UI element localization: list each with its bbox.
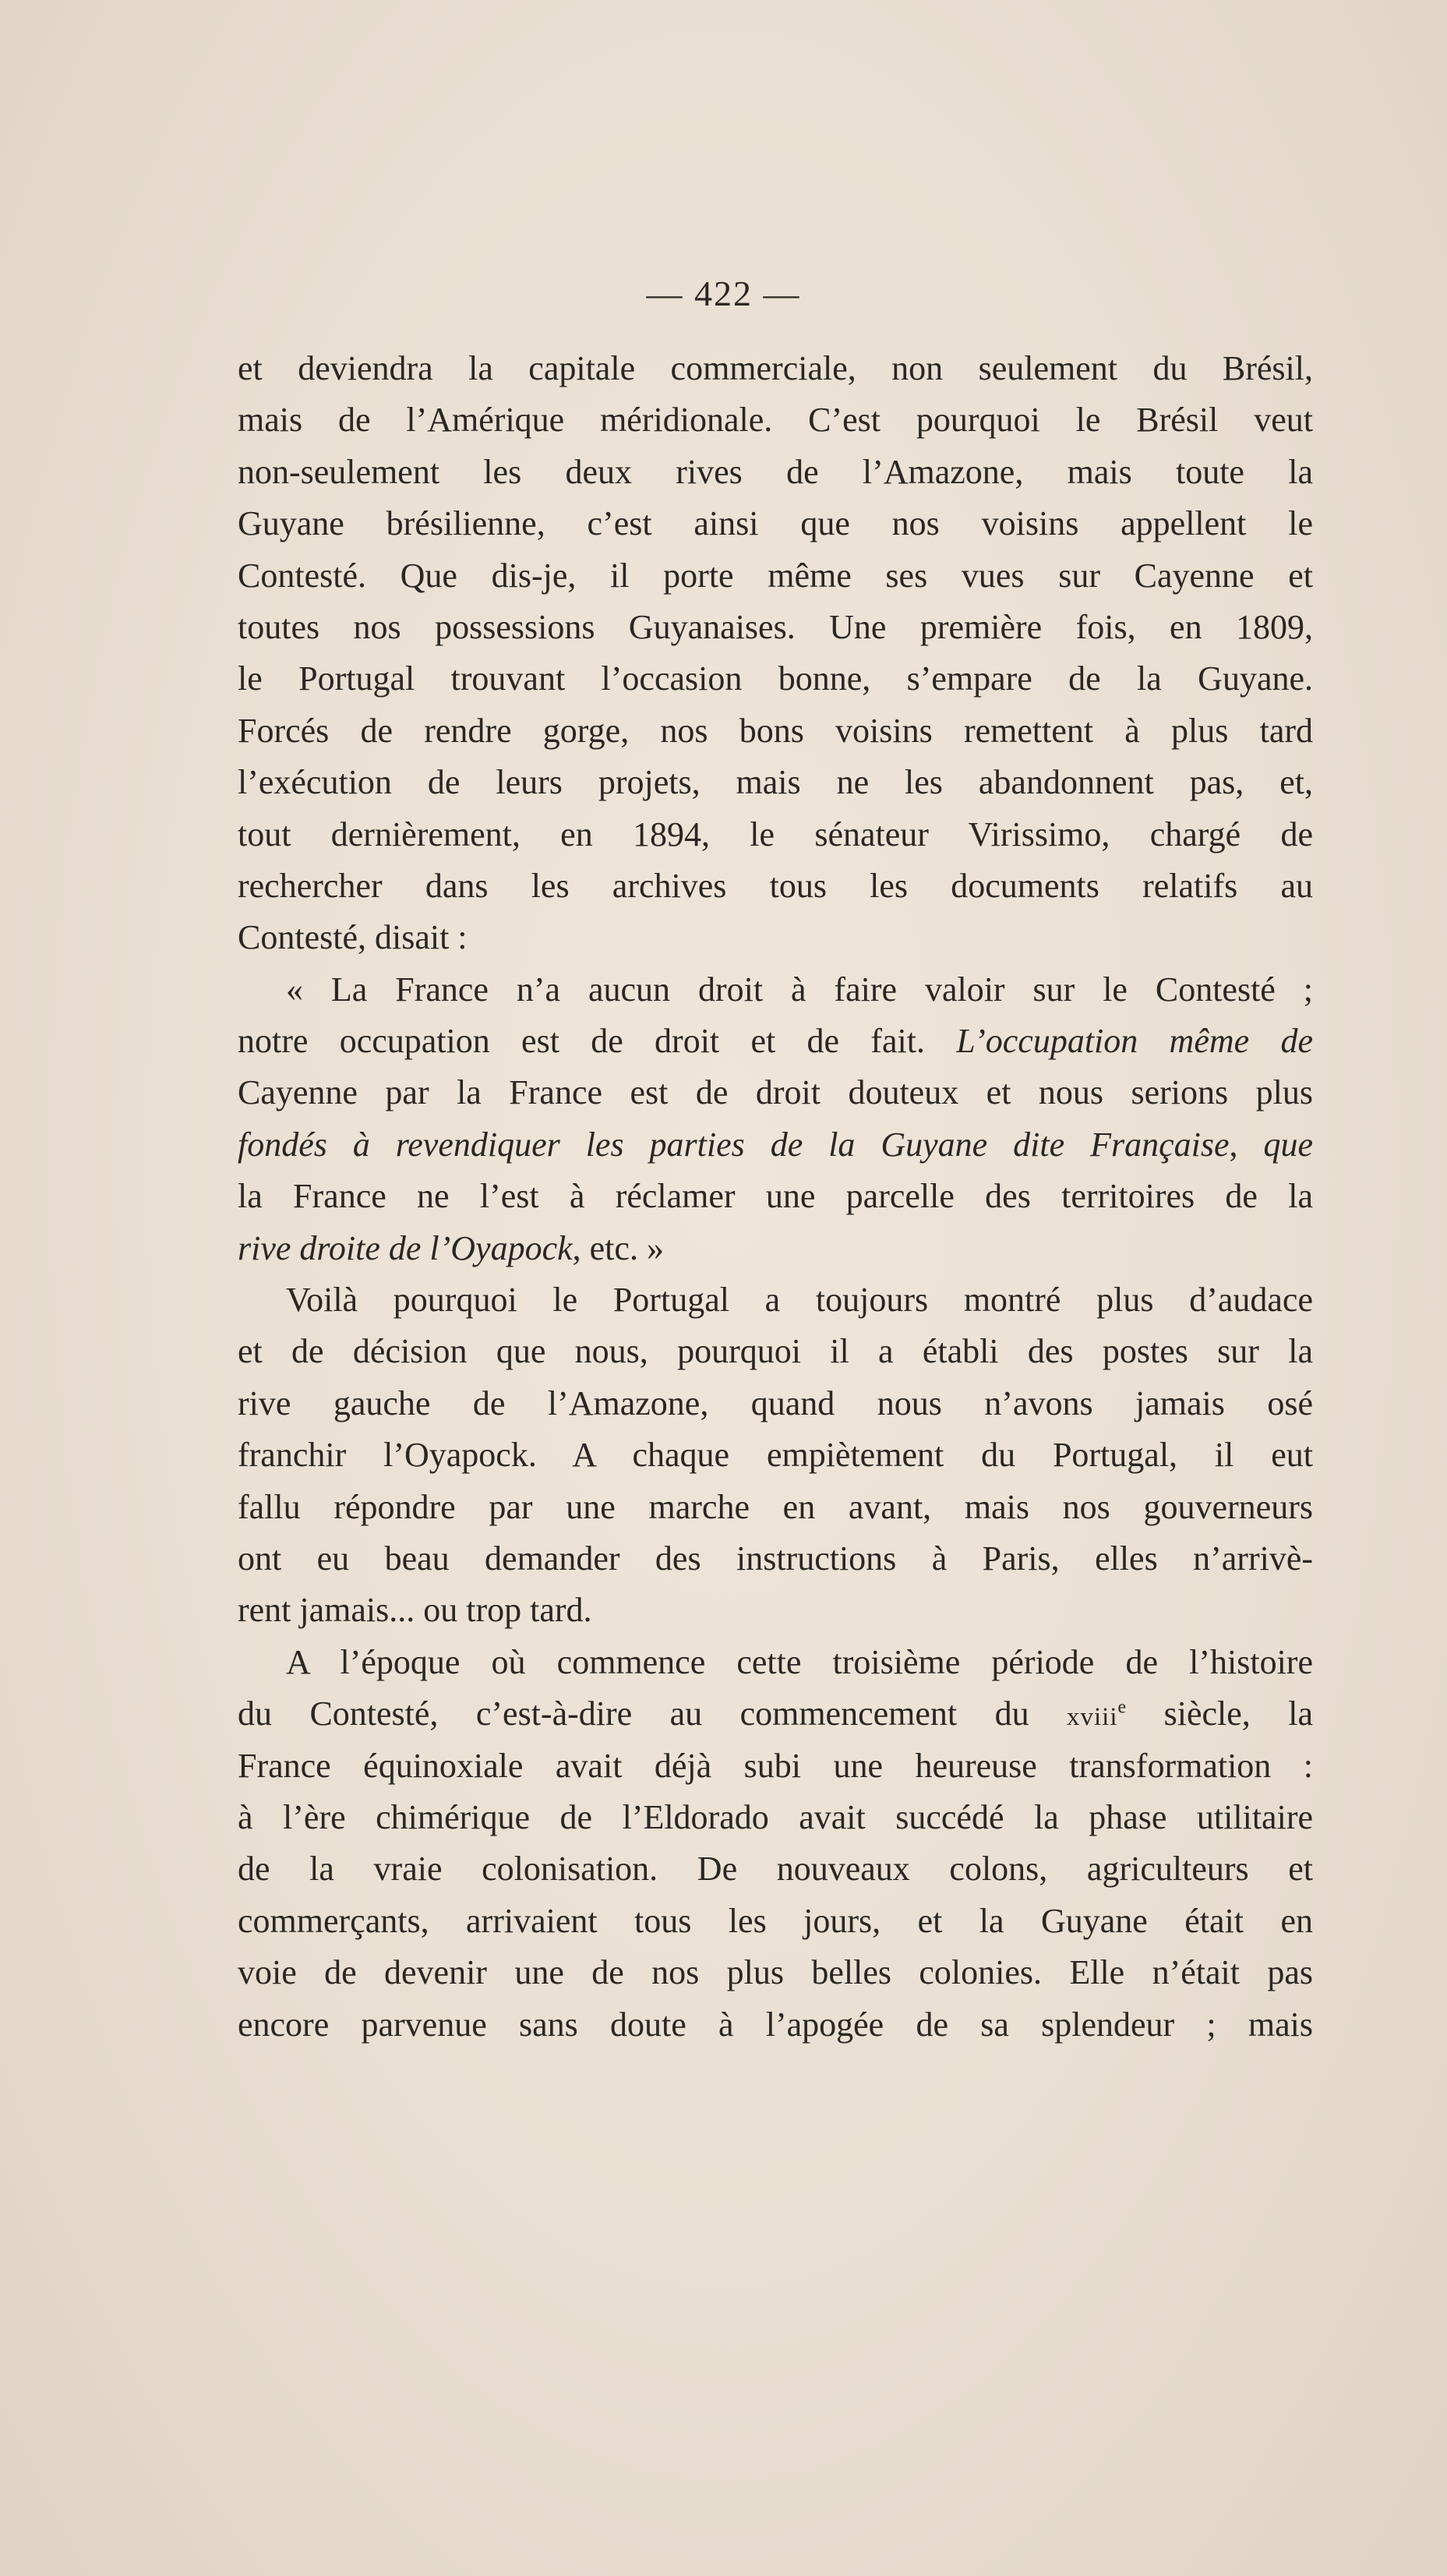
quote-italic-line: Cayenne par la France est de droit douteux et nous serions plus	[238, 1073, 1313, 1112]
text-line: et deviendra la capitale commerciale, non seulement du Brésil,	[238, 349, 1313, 387]
body-text	[238, 343, 1313, 2051]
quote-italic-segment: fondés à revendiquer les parties de la Guyane dite Française	[238, 1125, 1230, 1164]
text-line: commerçants, arrivaient tous les jours, et la Guyane était en	[238, 1901, 1313, 1940]
text-line: Contesté. Que dis-je, il porte même ses vues sur Cayenne et	[238, 556, 1313, 595]
quote-line	[238, 1223, 1313, 1274]
quote-segment: notre occupation est de droit et de fait.	[238, 1022, 957, 1061]
text-line: Contesté, disait :	[238, 918, 468, 957]
text-line: Forcés de rendre gorge, nos bons voisins remettent à plus tard	[238, 711, 1313, 750]
text-line: de la vraie colonisation. De nouveaux colons, agriculteurs et	[238, 1850, 1313, 1889]
quote-italic-line: la France ne l’est à réclamer une parcelle des territoires de la	[238, 1177, 1313, 1216]
quote-italic-segment: L’occupation même de	[956, 1022, 1313, 1061]
text-line: le Portugal trouvant l’occasion bonne, s’empare de la Guyane.	[238, 659, 1313, 698]
quote-italic-segment: que	[1263, 1125, 1314, 1164]
text-line: toutes nos possessions Guyanaises. Une première fois, en 1809,	[238, 607, 1313, 646]
quote-italic-segment: rive droite de l’Oyapock	[238, 1228, 573, 1267]
text-line: non-seulement les deux rives de l’Amazone, mais toute la	[238, 452, 1313, 491]
text-line: franchir l’Oyapock. A chaque empiètement du Portugal, il eut	[238, 1436, 1313, 1475]
quote-line: « La France n’a aucun droit à faire valoir sur le Contesté ;	[286, 970, 1313, 1009]
text-line: à l’ère chimérique de l’Eldorado avait succédé la phase utilitaire	[238, 1797, 1313, 1836]
text-line: fallu répondre par une marche en avant, mais nos gouverneurs	[238, 1487, 1313, 1526]
text-line: Voilà pourquoi le Portugal a toujours montré plus d’audace	[286, 1281, 1313, 1320]
text-line: l’exécution de leurs projets, mais ne les abandonnent pas, et,	[238, 763, 1313, 802]
text-line: France équinoxiale avait déjà subi une heureuse transformation :	[238, 1746, 1313, 1785]
quote-segment: , etc. »	[572, 1228, 664, 1267]
century-numeral: xviii	[1067, 1703, 1118, 1732]
text-line: encore parvenue sans doute à l’apogée de sa splendeur ; mais	[238, 2005, 1313, 2044]
text-line: A l’époque où commence cette troisième période de l’histoire	[286, 1642, 1313, 1681]
page-number: — 422 —	[646, 274, 801, 313]
text-line: Guyane brésilienne, c’est ainsi que nos voisins appellent le	[238, 504, 1313, 543]
text-line: voie de devenir une de nos plus belles colonies. Elle n’était pas	[238, 1953, 1313, 1992]
text-line: rechercher dans les archives tous les documents relatifs au	[238, 866, 1313, 905]
quote-line	[238, 1119, 1313, 1171]
text-segment: siècle, la	[1126, 1694, 1313, 1733]
quote-segment: ,	[1229, 1125, 1264, 1164]
text-line: tout dernièrement, en 1894, le sénateur Virissimo, chargé de	[238, 814, 1313, 853]
text-line: rive gauche de l’Amazone, quand nous n’avons jamais osé	[238, 1383, 1313, 1422]
text-line: et de décision que nous, pourquoi il a établi des postes sur la	[238, 1332, 1313, 1371]
text-segment: du Contesté, c’est-à-dire au commencement du	[238, 1694, 1068, 1733]
text-line: mais de l’Amérique méridionale. C’est pourquoi le Brésil veut	[238, 401, 1313, 440]
text-line: ont eu beau demander des instructions à Paris, elles n’arrivè-	[238, 1539, 1313, 1578]
text-line	[238, 1688, 1313, 1740]
text-line: rent jamais... ou trop tard.	[238, 1591, 592, 1630]
quote-line	[238, 1016, 1313, 1067]
century-superscript: e	[1117, 1697, 1127, 1718]
